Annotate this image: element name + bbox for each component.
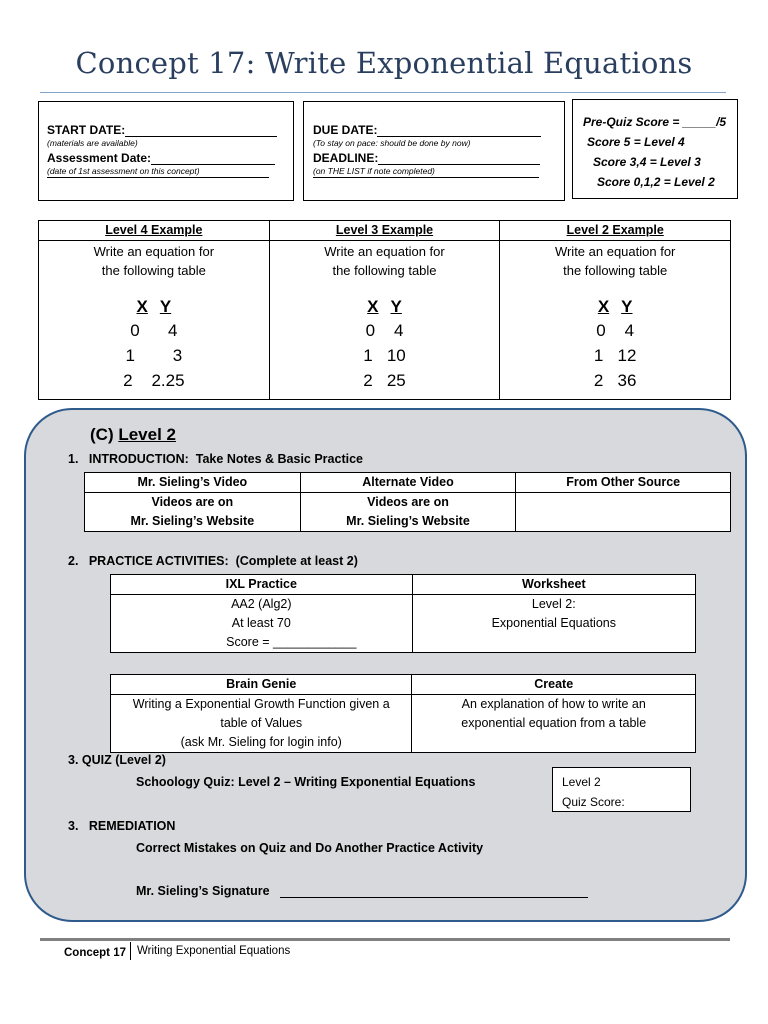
due-date-note: (To stay on pace: should be done by now) bbox=[313, 138, 471, 148]
xy-row: 2 2.25 bbox=[123, 371, 185, 390]
brain-genie-header: Brain Genie bbox=[111, 675, 412, 695]
worksheet-header: Worksheet bbox=[412, 575, 695, 595]
other-source-cell bbox=[516, 493, 731, 532]
example-prompt: Write an equation for bbox=[554, 244, 676, 259]
example-level4 bbox=[39, 241, 270, 400]
xy-row: 2 36 bbox=[593, 371, 637, 390]
example-header-level2: Level 2 Example bbox=[500, 221, 731, 241]
quiz-heading: 3. QUIZ (Level 2) bbox=[68, 753, 166, 767]
create-cell[interactable]: An explanation of how to write an exponential equation from a table bbox=[412, 695, 696, 753]
example-prompt: Write an equation for bbox=[93, 244, 215, 259]
page-title: Concept 17: Write Exponential Equations bbox=[75, 46, 693, 80]
intro-heading: 1. INTRODUCTION: Take Notes & Basic Practice bbox=[68, 452, 363, 466]
ixl-score: Score = ____________ bbox=[226, 635, 357, 649]
prequiz-level4: Score 5 = Level 4 bbox=[587, 135, 685, 149]
xy-row: 0 4 bbox=[596, 321, 635, 340]
quiz-box-level: Level 2 bbox=[562, 775, 601, 789]
example-header-level4: Level 4 Example bbox=[39, 221, 270, 241]
example-header-level3: Level 3 Example bbox=[269, 221, 500, 241]
example-prompt: Write an equation for bbox=[324, 244, 445, 259]
example-prompt: the following table bbox=[563, 263, 668, 278]
title-divider bbox=[40, 92, 726, 93]
start-date-field[interactable] bbox=[125, 124, 277, 137]
deadline-label: DEADLINE: bbox=[313, 151, 379, 165]
prequiz-level3: Score 3,4 = Level 3 bbox=[593, 155, 701, 169]
due-date-label: DUE DATE: bbox=[313, 123, 378, 137]
example-level2 bbox=[500, 241, 731, 400]
xy-row: 1 12 bbox=[593, 346, 637, 365]
remediation-heading: 3. REMEDIATION bbox=[68, 819, 176, 833]
intro-header-sieling: Mr. Sieling’s Video bbox=[85, 473, 301, 493]
quiz-text: Schoology Quiz: Level 2 – Writing Exponential Equations bbox=[136, 775, 476, 789]
xy-header: X Y bbox=[136, 297, 172, 316]
prequiz-score: Pre-Quiz Score = _____/5 bbox=[583, 115, 727, 129]
practice-table-ixl-worksheet bbox=[110, 574, 696, 653]
create-header: Create bbox=[412, 675, 696, 695]
prequiz-level2: Score 0,1,2 = Level 2 bbox=[597, 175, 715, 189]
xy-row: 2 25 bbox=[363, 371, 406, 390]
footer-divider bbox=[40, 938, 730, 941]
practice-heading: 2. PRACTICE ACTIVITIES: (Complete at least 2) bbox=[68, 554, 358, 568]
example-level3 bbox=[269, 241, 500, 400]
remediation-text: Correct Mistakes on Quiz and Do Another Practice Activity bbox=[136, 841, 484, 855]
prequiz-box bbox=[572, 99, 738, 199]
start-date-note: (materials are available) bbox=[47, 138, 138, 148]
quiz-score-box[interactable] bbox=[552, 767, 691, 812]
footer-concept: Concept 17 bbox=[64, 942, 131, 960]
footer bbox=[64, 942, 290, 960]
start-date-box bbox=[38, 101, 294, 201]
example-prompt: the following table bbox=[332, 263, 437, 278]
xy-row: 1 3 bbox=[125, 346, 183, 365]
worksheet-cell[interactable]: Level 2: Exponential Equations bbox=[412, 595, 695, 653]
brain-genie-cell[interactable]: Writing a Exponential Growth Function given a table of Values (ask Mr. Sieling for login info) bbox=[111, 695, 412, 753]
assessment-date-label: Assessment Date: bbox=[47, 151, 152, 165]
xy-row: 0 4 bbox=[130, 321, 178, 340]
due-date-box bbox=[303, 101, 565, 201]
intro-table bbox=[84, 472, 731, 532]
practice-table-brain-create bbox=[110, 674, 696, 753]
assessment-date-field[interactable] bbox=[151, 152, 275, 165]
start-date-label: START DATE: bbox=[47, 123, 126, 137]
sieling-video-cell[interactable]: Videos are on Mr. Sieling’s Website bbox=[85, 493, 301, 532]
deadline-field[interactable] bbox=[378, 152, 540, 165]
quiz-box-score: Quiz Score: bbox=[562, 795, 625, 809]
due-date-field[interactable] bbox=[377, 124, 541, 137]
ixl-header: IXL Practice bbox=[111, 575, 413, 595]
ixl-cell[interactable]: AA2 (Alg2) At least 70 Score = ____________ bbox=[111, 595, 413, 653]
signature-label: Mr. Sieling’s Signature bbox=[136, 884, 270, 898]
footer-name: Writing Exponential Equations bbox=[137, 945, 291, 957]
deadline-note: (on THE LIST if note completed) bbox=[313, 166, 539, 178]
intro-header-other: From Other Source bbox=[516, 473, 731, 493]
xy-header: X Y bbox=[367, 297, 402, 316]
examples-table bbox=[38, 220, 731, 400]
xy-row: 0 4 bbox=[365, 321, 404, 340]
example-prompt: the following table bbox=[101, 263, 206, 278]
intro-header-alternate: Alternate Video bbox=[300, 473, 516, 493]
xy-row: 1 10 bbox=[363, 346, 406, 365]
xy-header: X Y bbox=[597, 297, 633, 316]
signature-line[interactable] bbox=[280, 884, 588, 898]
assessment-date-note: (date of 1st assessment on this concept) bbox=[47, 166, 269, 178]
level2-title: (C) Level 2 bbox=[90, 425, 176, 444]
alternate-video-cell[interactable]: Videos are on Mr. Sieling’s Website bbox=[300, 493, 516, 532]
